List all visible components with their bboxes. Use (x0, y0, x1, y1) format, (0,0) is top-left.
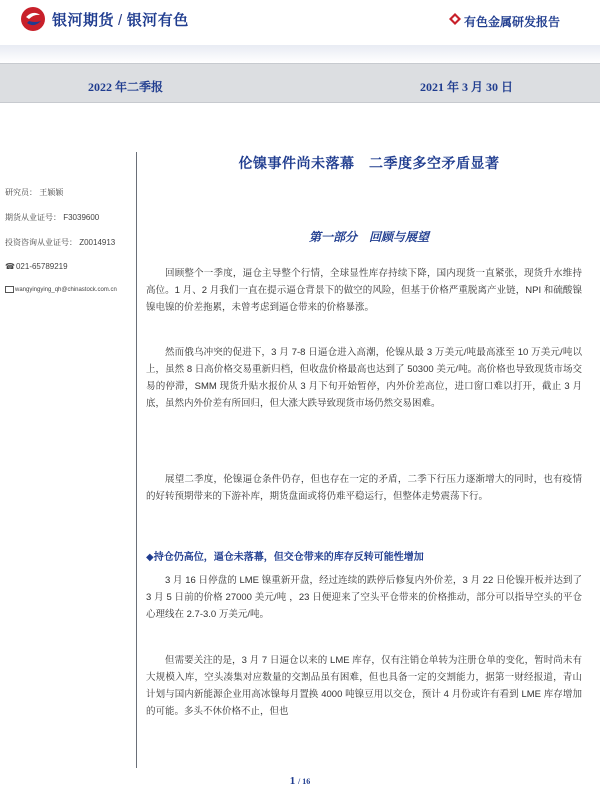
brand-name (52, 9, 189, 30)
page-header (0, 0, 600, 48)
info-bar (0, 63, 600, 103)
email-address[interactable]: wangyingying_qh@chinastock.com.cn (15, 287, 117, 294)
phone-number: 021-65789219 (15, 262, 68, 271)
brand-right: 银河有色 (126, 12, 189, 29)
phone-icon: ☎ (5, 262, 15, 271)
report-title: 伦镍事件尚未落幕 二季度多空矛盾显著 (238, 155, 500, 171)
paragraph-inventory: 但需要关注的是，3 月 7 日逼仓以来的 LME 库存，仅有注销仓单转为注册仓单的变化，暂时尚未有大规模入库，空头凑集对应数量的交割品虽有困难，但也具备一定的交割能力，据第一财经报道，青山计划与国内新能源企业用高冰镍每月置换 4000 吨镍豆用以交仓，预计 4 月份或许有看到 LME 库存增加的可能。多头不休价格不止，但也 (146, 655, 582, 717)
brand-left: 银河期货 (52, 12, 115, 29)
researcher-name: 研究员： 王颖颖 (5, 188, 64, 197)
report-date: 2021 年 3 月 30 日 (420, 80, 514, 94)
paragraph-reopen: 3 月 16 日停盘的 LME 镍重新开盘，经过连续的跌停后修复内外价差，3 月 22 日伦镍开板并达到了 3 月 5 日前的价格 27000 美元/吨 ，23 日便迎来了空头平仓带来的价格推动，部分可以指导空头的平仓心理线在 2.7-3.0 万美元/吨。 (146, 575, 582, 620)
page-current: 1 (289, 775, 296, 787)
yinhe-logo-icon (20, 6, 46, 32)
subsection-heading: ◆持仓仍高位，逼仓未落幕，但交仓带来的库存反转可能性增加 (146, 552, 424, 563)
page-total: / 16 (298, 777, 311, 786)
header-band (0, 45, 600, 63)
sidebar-divider (136, 152, 137, 768)
futures-cert-number: 期货从业证号： F3039600 (5, 213, 100, 222)
brand-separator: / (118, 12, 123, 29)
email-row (5, 286, 117, 293)
paragraph-outlook: 展望二季度，伦镍逼仓条件仍存，但也存在一定的矛盾，二季下行压力逐渐增大的同时，也有疫情的好转预期带来的下游补库，期货盘面或将仍难平稳运行，但整体走势震荡下行。 (146, 474, 582, 502)
paragraph-squeeze: 然而俄乌冲突的促进下，3 月 7-8 日逼仓进入高潮，伦镍从最 3 万美元/吨最高涨至 10 万美元/吨以上，虽然 8 日高价格交易重新归档，但收盘价格最高也达到了 50300 美元/吨。高价格也导致现货市场交易的停滞，SMM 现货升贴水报价从 3 月下旬开始暂停，内外价差高位，进口窗口难以打开，截止 3 月底，虽然内外价差有所回归，但大涨大跌导致现货市场仍然交易困难。 (146, 347, 582, 409)
investment-cert-number: 投资咨询从业证号： Z0014913 (5, 238, 116, 247)
report-diamond-icon (449, 13, 461, 25)
section-title: 第一部分 回顾与展望 (308, 230, 429, 244)
mail-icon (5, 286, 14, 293)
page-number (0, 775, 600, 787)
report-type-label: 有色金属研发报告 (463, 15, 560, 29)
phone-row (5, 262, 68, 271)
report-quarter: 2022 年二季报 (88, 80, 164, 94)
paragraph-review: 回顾整个一季度，逼仓主导整个行情，全球显性库存持续下降，国内现货一直紧张，现货升水维持高位。1 月、2 月我们一直在提示逼仓背景下的做空的风险，但基于价格严重脱离产业链，NPI 和硫酸镍镍电镍的价差拖累，未曾考虑到逼仓带来的价格暴涨。 (146, 268, 582, 313)
